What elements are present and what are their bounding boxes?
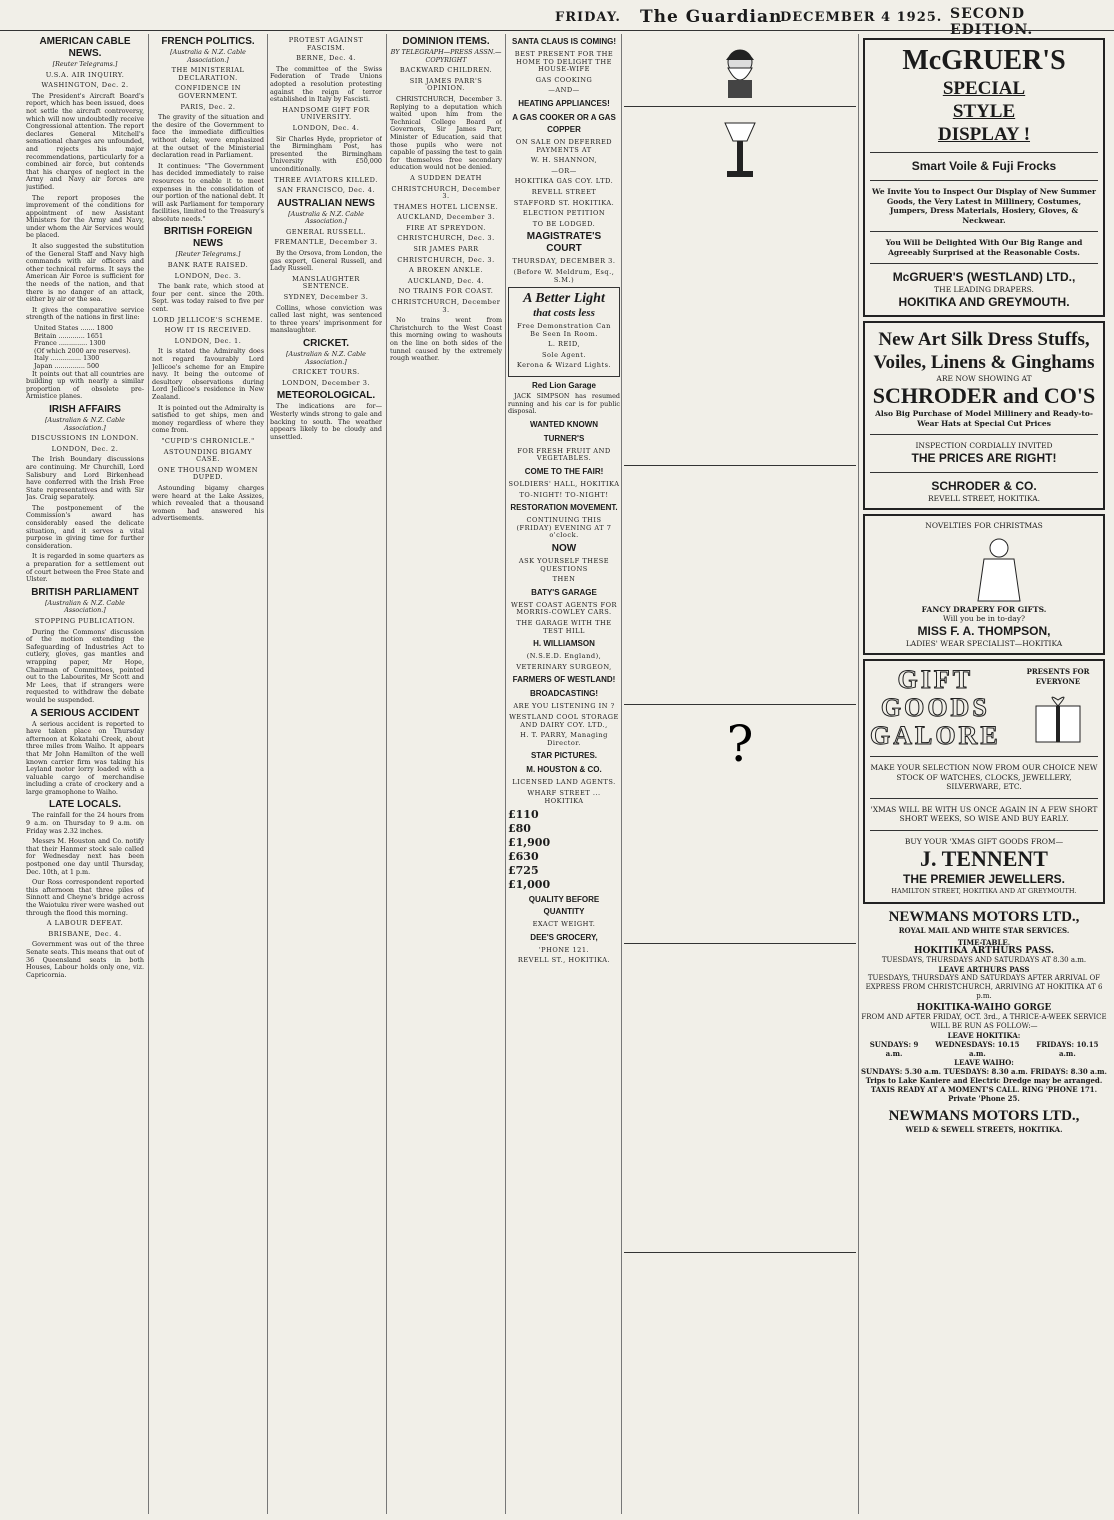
- ad-subtitle: Smart Voile & Fuji Frocks: [911, 159, 1057, 173]
- headline: BRITISH PARLIAMENT: [31, 586, 139, 598]
- schedule-entry: WEDNESDAYS: 10.15 a.m.: [935, 1039, 1020, 1058]
- advert-column: [624, 34, 856, 1516]
- price: £725: [508, 864, 539, 878]
- ad-text: H. T. PARRY, Managing Director.: [520, 731, 608, 747]
- dateline: CHRISTCHURCH, Dec. 3.: [397, 234, 495, 243]
- ad-headline: BROADCASTING!: [530, 689, 598, 699]
- ad-title: McGRUER'S: [902, 45, 1066, 76]
- subheading: SIR JAMES PARR'S OPINION.: [409, 76, 483, 93]
- schedule-entry: FRIDAYS: 8.30 a.m.: [1030, 1066, 1107, 1076]
- route-times: TUESDAYS, THURSDAYS AND SATURDAYS AFTER ARRIVAL OF EXPRESS FROM CHRISTCHURCH, ARRIVING AT HOKITIKA AT 6 p.m.: [865, 973, 1103, 1000]
- subheading: LORD JELLICOE'S SCHEME.: [153, 315, 263, 324]
- ad-headline: STAR PICTURES.: [530, 751, 598, 761]
- ad-company: McGRUER'S (WESTLAND) LTD.,: [892, 270, 1076, 284]
- ad-headline: HEATING APPLIANCES!: [518, 98, 610, 108]
- ad-headline: SANTA CLAUS IS COMING!: [512, 37, 616, 46]
- subheading: ONE THOUSAND WOMEN DUPED.: [157, 465, 259, 482]
- subheading: FIRE AT SPREYDON.: [406, 223, 486, 232]
- ad-text: Sole Agent.: [542, 350, 586, 359]
- ad-headline: FARMERS OF WESTLAND!: [512, 675, 616, 685]
- ad-text: REVELL STREET: [531, 187, 597, 196]
- source-line: [Australian & N.Z. Cable Association.]: [45, 598, 125, 615]
- lamp-ad-space: [624, 107, 856, 466]
- masthead-date: DECEMBER 4 1925.: [780, 10, 943, 25]
- ad-text: INSPECTION CORDIALLY INVITED: [915, 441, 1053, 450]
- subheading: BACKWARD CHILDREN.: [399, 66, 493, 75]
- ad-text: L. REID,: [547, 340, 581, 349]
- subheading: MANSLAUGHTER SENTENCE.: [292, 274, 360, 291]
- dateline: SYDNEY, December 3.: [283, 293, 369, 302]
- subheading: "CUPID'S CHRONICLE.": [161, 436, 255, 445]
- price: £1,000: [508, 878, 551, 892]
- ad-title: GOODS: [880, 693, 990, 722]
- news-column-5: [508, 34, 620, 1516]
- headline: AUSTRALIAN NEWS: [277, 197, 375, 209]
- schedule-entry: FRIDAYS: 10.15 a.m.: [1036, 1039, 1099, 1058]
- ad-text: We Invite You to Inspect Our Display of New Summer Goods, the Very Latest in Millinery, Costumes, Jumpers, Dress Materials, Hosiery, Gloves, & Neckwear.: [872, 187, 1096, 225]
- article-paragraph: The Irish Boundary discussions are continuing. Mr Churchill, Lord Salisbury and Lord Birkenhead have conferred with the Irish Free State representatives and with Sir Jas. Craig separately.: [26, 455, 144, 502]
- subheading: NO TRAINS FOR COAST.: [398, 287, 494, 296]
- schedule-entry: SUNDAYS: 9 a.m.: [869, 1039, 919, 1058]
- subheading: CONFIDENCE IN GOVERNMENT.: [174, 84, 242, 100]
- dateline: AUCKLAND, Dec. 4.: [407, 276, 485, 285]
- subheading: U.S.A. AIR INQUIRY.: [45, 70, 125, 79]
- article-paragraph: The postponement of the Commission's award has considerably eased the delicate situation, and it serves a vital purpose in giving time for further consideration.: [26, 503, 144, 550]
- ad-headline: WANTED KNOWN: [530, 419, 598, 429]
- subheading: ASTOUNDING BIGAMY CASE.: [163, 447, 253, 464]
- ad-text: ASK YOURSELF THESE QUESTIONS: [518, 557, 610, 573]
- subheading: HANDSOME GIFT FOR UNIVERSITY.: [282, 105, 370, 122]
- ad-company: NEWMANS MOTORS LTD.,: [888, 1107, 1080, 1124]
- dateline: LONDON, Dec. 4.: [292, 123, 360, 132]
- headline: FRENCH POLITICS.: [161, 36, 255, 47]
- classified-ads: [624, 705, 856, 944]
- ad-headline: NOW: [551, 543, 577, 554]
- article-paragraph: It gives the comparative service strength of the nations in first line:: [26, 305, 144, 322]
- ad-text: 'XMAS WILL BE WITH US ONCE AGAIN IN A FEW SHORT SHORT WEEKS, SO WISE AND BUY EARLY.: [870, 804, 1098, 823]
- route-title: HOKITIKA-WAIHO GORGE: [916, 1002, 1052, 1013]
- table-row: France .............. 1300: [34, 339, 106, 348]
- column-divider: [505, 34, 506, 1514]
- ad-text: Also Big Purchase of Model Millinery and Ready-to-Wear Hats at Special Cut Prices: [875, 409, 1093, 428]
- ad-company: MISS F. A. THOMPSON,: [917, 623, 1051, 638]
- subheading: STOPPING PUBLICATION.: [34, 617, 136, 625]
- ad-text: THE GARAGE WITH THE TEST HILL: [516, 618, 612, 635]
- article-paragraph: The committee of the Swiss Federation of Trade Unions adopted a resolution protesting against the reign of terror established in Italy by Fascisti.: [270, 64, 382, 104]
- ad-headline: H. WILLIAMSON: [533, 639, 595, 649]
- ad-text: (N.S.E.D. England),: [526, 652, 602, 661]
- headline: AMERICAN CABLE NEWS.: [39, 36, 131, 59]
- classified-ads: [624, 944, 856, 1253]
- ad-text: NOVELTIES FOR CHRISTMAS: [925, 521, 1043, 530]
- article-paragraph: The rainfall for the 24 hours from 9 a.m. on Thursday to 9 a.m. on Friday was 2.32 inches.: [26, 811, 144, 835]
- dateline: THURSDAY, DECEMBER 3.: [512, 257, 616, 266]
- ad-text: LICENSED LAND AGENTS.: [512, 778, 616, 787]
- ad-text: GAS COOKING: [535, 75, 593, 84]
- svg-text:?: ?: [726, 715, 754, 771]
- ad-title: STYLE: [952, 101, 1016, 122]
- article-paragraph: The bank rate, which stood at four per cent. since the 20th. Sept. was today raised to five per cent.: [152, 282, 264, 314]
- newmans-timetable: [861, 908, 1107, 1134]
- ad-text: REVELL ST., HOKITIKA.: [517, 956, 611, 965]
- ad-text: ROYAL MAIL AND WHITE STAR SERVICES.: [898, 925, 1070, 935]
- air-strength-table: [26, 325, 144, 371]
- santa-gas-ad: [624, 34, 856, 107]
- article-paragraph: It is pointed out the Admiralty is satisfied to get ships, men and money regardless of where they come from.: [152, 403, 264, 435]
- ad-text: BEST PRESENT FOR THE HOME TO DELIGHT THE HOUSE-WIFE: [514, 50, 614, 74]
- ad-title: GIFT: [897, 665, 974, 694]
- article-paragraph: It is regarded in some quarters as a preparation for a settlement out of court between the Free State and Ulster.: [26, 552, 144, 584]
- masthead-rule: [0, 30, 1114, 31]
- article-paragraph: It is stated the Admiralty does not regard favourably Lord Jellicoe's scheme for an Empire navy. It being the outcome of desultory observations during Lord Jellicoe's residence in New Zealand.: [152, 347, 264, 401]
- dateline: AUCKLAND, December 3.: [397, 213, 495, 222]
- article-paragraph: The gravity of the situation and the desire of the Government to face the immediate difficulties without delay, were emphasized at the outset of the Ministerial declaration read in Parliament.: [152, 113, 264, 160]
- ad-text: VETERINARY SURGEON,: [516, 662, 612, 671]
- article-paragraph: During the Commons' discussion of the motion extending the Safeguarding of Industries Act to cutlery, gloves, gas mantles and wrapping paper, Mr Hope, Chairman of Committees, pointed out to the Labourites, Mr Scott and Mr Lees, that if strangers were requested to withdraw the debate would be suspended.: [26, 627, 144, 704]
- ad-text: Free Demonstration Can Be Seen In Room.: [517, 322, 611, 338]
- dateline: SAN FRANCISCO, Dec. 4.: [276, 186, 375, 195]
- route-title: LEAVE WAIHO:: [954, 1057, 1014, 1067]
- ad-text: STAFFORD ST. HOKITIKA.: [513, 198, 615, 207]
- subheading: CRICKET TOURS.: [292, 368, 360, 377]
- route-title: LEAVE HOKITIKA:: [947, 1030, 1021, 1040]
- subheading: GENERAL RUSSELL.: [286, 227, 366, 236]
- table-row: (Of which 2000 are reserves).: [34, 346, 131, 355]
- article-paragraph: Collins, whose conviction was called last night, was sentenced to three years' imprisonment for manslaughter.: [270, 303, 382, 335]
- schedule-entry: SUNDAYS: 5.30 a.m.: [861, 1066, 942, 1076]
- masthead-day: FRIDAY.: [555, 10, 621, 25]
- price: £630: [508, 850, 539, 864]
- timetable-title: TIME-TABLE.: [957, 937, 1011, 947]
- schroder-ad: [863, 321, 1105, 511]
- subheading: HOW IT IS RECEIVED.: [164, 326, 252, 335]
- ad-headline: DEE'S GROCERY,: [530, 932, 598, 942]
- column-divider: [858, 34, 859, 1514]
- ad-text: WEST COAST AGENTS FOR MORRIS-COWLEY CARS.: [511, 600, 617, 617]
- masthead-edition: SECOND EDITION.: [950, 6, 1034, 38]
- ad-text: Kerona & Wizard Lights.: [516, 361, 612, 370]
- source-line: [Reuter Telegrams.]: [52, 60, 118, 68]
- mcgruers-ad: [863, 38, 1105, 317]
- ad-title: DISPLAY !: [937, 124, 1031, 145]
- ad-headline: M. HOUSTON & CO.: [526, 765, 602, 775]
- route-title: HOKITIKA ARTHURS PASS.: [913, 945, 1055, 956]
- table-row: Italy ............... 1300: [34, 354, 100, 363]
- article-paragraph: The report proposes the improvement of the conditions for appointment of new Assistant Ministers for the Army and Navy, under whom the Air Services would be placed.: [26, 193, 144, 240]
- property-prices: [508, 808, 620, 892]
- ad-location: HAMILTON STREET, HOKITIKA AND AT GREYMOUTH.: [891, 887, 1077, 895]
- dateline: LONDON, Dec. 2.: [51, 444, 119, 453]
- article-paragraph: Messrs M. Houston and Co. notify that their Hanmer stock sale called for Wednesday next has been postponed one day until Thursday, Dec. 10th, at 1 p.m.: [26, 837, 144, 876]
- headline: CRICKET.: [302, 338, 350, 349]
- news-column-3: [270, 34, 382, 1516]
- headline: DOMINION ITEMS.: [402, 36, 490, 47]
- ad-text: ON SALE ON DEFERRED PAYMENTS AT: [515, 137, 613, 154]
- ad-company: SCHRODER & CO.: [931, 478, 1037, 493]
- source-line: [Australian & N.Z. Cable Association.]: [286, 350, 366, 366]
- article-paragraph: A serious accident is reported to have taken place on Thursday afternoon at Kokatahi Creek, about three miles from Waiho. It appears that Mr John Hamilton of the well known carrier firm was taking his Leyland motor lorry loaded with a valuable cargo of merchandise including a crate of crockery and a large gramophone to Waiho.: [26, 719, 144, 796]
- thompson-ad: [863, 514, 1105, 655]
- display-ads-column: [861, 34, 1107, 1516]
- dateline: BRISBANE, Dec. 4.: [48, 929, 122, 938]
- ad-headline: BATY'S GARAGE: [531, 587, 597, 597]
- route-times: FROM AND AFTER FRIDAY, OCT. 3rd., A THRICE-A-WEEK SERVICE WILL BE RUN AS FOLLOW:—: [861, 1012, 1107, 1030]
- table-row: United States ....... 1800: [34, 324, 113, 332]
- subheading: A BROKEN ANKLE.: [409, 266, 483, 275]
- subheading: THE MINISTERIAL DECLARATION.: [171, 66, 245, 82]
- price: £110: [508, 808, 539, 822]
- ad-headline: RESTORATION MOVEMENT.: [510, 503, 618, 513]
- presents-illustration: [1028, 686, 1088, 746]
- ad-text: Will you be in to-day?: [943, 614, 1025, 623]
- ad-headline: TURNER'S: [543, 433, 585, 443]
- ad-text: You Will be Delighted With Our Big Range and Agreeably Surprised at the Reasonable Costs.: [885, 238, 1083, 257]
- ad-text: THE LEADING DRAPERS.: [934, 285, 1034, 294]
- ad-text: THEN: [552, 575, 576, 584]
- subheading: (Before W. Meldrum, Esq., S.M.): [513, 267, 615, 284]
- column-divider: [621, 34, 622, 1514]
- ad-company: NEWMANS MOTORS LTD.,: [888, 908, 1080, 925]
- dateline: LONDON, Dec. 3.: [174, 271, 242, 280]
- news-column-4: [390, 34, 502, 1516]
- lady-illustration: [944, 533, 1024, 603]
- article-paragraph: By the Orsova, from London, the gas expert, General Russell, and Lady Russell.: [270, 249, 382, 273]
- table-row: Britain ............. 1651: [34, 331, 104, 340]
- headline: A SERIOUS ACCIDENT: [30, 707, 140, 719]
- column-divider: [148, 34, 149, 1514]
- ad-text: SOLDIERS' HALL, HOKITIKA: [508, 480, 620, 489]
- headline: METEOROLOGICAL.: [276, 390, 376, 402]
- tennent-ad: [863, 659, 1105, 904]
- source-line: [Australia & N.Z. Cable Association.]: [170, 48, 246, 64]
- column-divider: [267, 34, 268, 1514]
- ad-title: SCHRODER and CO'S: [872, 383, 1096, 408]
- ad-subtitle: THE PREMIER JEWELLERS.: [902, 872, 1066, 886]
- ad-title: New Art Silk Dress Stuffs, Voiles, Linens & Ginghams: [873, 328, 1095, 373]
- ad-headline: that costs less: [533, 307, 595, 320]
- ad-text: —AND—: [548, 86, 580, 95]
- source-line: BY TELEGRAPH—PRESS ASSN.—COPYRIGHT: [390, 48, 502, 64]
- ad-location: REVELL STREET, HOKITIKA.: [927, 493, 1041, 503]
- news-column-1: [26, 34, 144, 1516]
- ad-text: WESTLAND COOL STORAGE AND DAIRY COY. LTD.,: [509, 712, 619, 729]
- dateline: CHRISTCHURCH, Dec. 3.: [397, 255, 495, 264]
- article-paragraph: The President's Aircraft Board's report, which has been issued, does not settle the aircraft controversy, which will now undoubtedly receive Congressional attention. The report declares General Mitchell's sensational charges are unfounded, and rejects his major recommendations, particularly for a combined air force, but contends that his charges of neglect in the Army and Navy air forces are justified.: [26, 91, 144, 191]
- ad-title: SPECIAL: [942, 78, 1026, 99]
- subheading: A LABOUR DEFEAT.: [46, 919, 124, 928]
- ad-text: EXACT WEIGHT.: [532, 920, 596, 929]
- article-paragraph: Our Ross correspondent reported this afternoon that three piles of Sinnott and Cheyne's bridge across the Waiotuku river were washed out through the flood this morning.: [26, 878, 144, 917]
- article-paragraph: Astounding bigamy charges were heard at the Lake Assizes, which revealed that a thousand women had answered his advertisements.: [152, 483, 264, 523]
- headline: MAGISTRATE'S COURT: [526, 231, 602, 255]
- subheading: PROTEST AGAINST FASCISM.: [288, 36, 364, 52]
- ad-text: ARE YOU LISTENING IN ?: [513, 702, 615, 711]
- ad-text: HOKITIKA GAS COY. LTD.: [514, 177, 614, 186]
- headline: LATE LOCALS.: [48, 799, 122, 811]
- ad-text: ARE NOW SHOWING AT: [936, 373, 1032, 383]
- ad-text: 'PHONE 121.: [538, 945, 590, 954]
- ad-text: JACK SIMPSON has resumed running and his car is for public disposal.: [508, 392, 620, 416]
- table-row: Japan ............... 500: [34, 361, 100, 370]
- masthead: [0, 0, 1114, 38]
- dateline: WASHINGTON, Dec. 2.: [41, 81, 129, 90]
- article-paragraph: CHRISTCHURCH, December 3. Replying to a deputation which waited upon him from the Technical College Board of Governors, Sir James Parr, Minister of Education, said that those pupils who were not capable of passing the test to gain for themselves free secondary education would not be denied.: [390, 94, 502, 172]
- subheading: BANK RATE RAISED.: [167, 261, 249, 270]
- article-paragraph: It points out that all countries are building up with nearly a similar proportion of obsolete pre-Armistice planes.: [26, 369, 144, 401]
- source-line: [Reuter Telegrams.]: [175, 250, 241, 259]
- ad-text: Trips to Lake Kaniere and Electric Dredge may be arranged. TAXIS READY AT A MOMENT'S CALL. RING 'PHONE 171. Private 'Phone 25.: [865, 1075, 1103, 1103]
- ad-text: FANCY DRAPERY FOR GIFTS.: [921, 604, 1047, 614]
- ad-text: TO-NIGHT! TO-NIGHT!: [519, 490, 609, 499]
- classified-ads: [624, 466, 856, 705]
- dateline: FREMANTLE, December 3.: [274, 238, 378, 247]
- ad-text: WHARF STREET ... HOKITIKA: [527, 788, 601, 805]
- subheading: THREE AVIATORS KILLED.: [274, 175, 378, 184]
- column-divider: [386, 34, 387, 1514]
- price: £1,900: [508, 836, 551, 850]
- question-mark-icon: [710, 711, 770, 771]
- ad-text: —OR—: [551, 166, 577, 175]
- subheading: A SUDDEN DEATH: [410, 173, 482, 182]
- ad-text: FOR FRESH FRUIT AND VEGETABLES.: [517, 446, 611, 463]
- dateline: LONDON, December 3.: [282, 378, 370, 387]
- dateline: BERNE, Dec. 4.: [296, 54, 356, 63]
- headline: IRISH AFFAIRS: [49, 403, 121, 415]
- article-paragraph: Sir Charles Hyde, proprietor of the Birmingham Post, has presented the Birmingham University with £50,000 unconditionally.: [270, 134, 382, 173]
- ad-location: HOKITIKA AND GREYMOUTH.: [898, 294, 1070, 309]
- ad-text: CONTINUING THIS (FRIDAY) EVENING AT 7 o'clock.: [516, 516, 612, 540]
- lamp-ad: [508, 287, 620, 377]
- route-title: LEAVE ARTHURS PASS: [938, 964, 1030, 974]
- article-paragraph: No trains went from Christchurch to the West Coast this morning owing to washouts on the line on both sides of the tunnel caused by the extremely rough weather.: [390, 316, 502, 363]
- subheading: TO BE LODGED.: [532, 219, 596, 228]
- article-paragraph: The indications are for—Westerly winds strong to gale and backing to south. The weather appears likely to be cloudy and unsettled.: [270, 402, 382, 441]
- ad-headline: QUALITY BEFORE QUANTITY: [528, 895, 600, 917]
- ad-location: WELD & SEWELL STREETS, HOKITIKA.: [905, 1124, 1063, 1134]
- route-times: TUESDAYS, THURSDAYS AND SATURDAYS AT 8.30 a.m.: [881, 955, 1087, 964]
- subheading: THAMES HOTEL LICENSE.: [393, 202, 499, 211]
- santa-illustration: [710, 40, 770, 100]
- subheading: DISCUSSIONS IN LONDON.: [31, 434, 139, 443]
- ad-text: BUY YOUR 'XMAS GIFT GOODS FROM—: [904, 836, 1064, 846]
- article-paragraph: It also suggested the substitution of the General Staff and Navy high commands with air officers and other technical reforms. It says the American Air Force is sufficient for the needs of the nation, and that there is no danger of an attack, either by air or the sea.: [26, 242, 144, 304]
- article-paragraph: It continues: "The Government has decided immediately to raise resources to enable it to meet expenses in the consolidation of our portion of the national debt. It will ask Parliament for temporary facilities, limited to the Treasury's absolute needs.": [152, 161, 264, 223]
- headline: BRITISH FOREIGN NEWS: [163, 226, 253, 250]
- ad-headline: A GAS COOKER OR A GAS COPPER: [512, 112, 616, 134]
- subheading: ELECTION PETITION: [522, 209, 606, 218]
- schedule-entry: TUESDAYS: 8.30 a.m.: [943, 1066, 1028, 1076]
- source-line: [Australian & N.Z. Cable Association.]: [45, 415, 125, 432]
- ad-text: LADIES' WEAR SPECIALIST—HOKITIKA: [905, 638, 1063, 648]
- news-column-2: [152, 34, 264, 1516]
- ad-company: J. TENNENT: [920, 846, 1048, 871]
- ad-subtitle: THE PRICES ARE RIGHT!: [911, 450, 1057, 465]
- ad-text: PRESENTS FOR EVERYONE: [1026, 667, 1090, 686]
- ad-text: W. H. SHANNON,: [530, 156, 598, 165]
- dateline: LONDON, Dec. 1.: [174, 336, 242, 345]
- article-paragraph: Government was out of the three Senate seats. This means that out of 36 Queensland seats in both Houses, Labour holds only one, viz. Capricornia.: [26, 940, 144, 979]
- ad-headline: A Better Light: [523, 291, 605, 307]
- dateline: CHRISTCHURCH, December 3.: [391, 184, 501, 201]
- ad-text: MAKE YOUR SELECTION NOW FROM OUR CHOICE NEW STOCK OF WATCHES, CLOCKS, JEWELLERY, SILVERWARE, ETC.: [870, 763, 1098, 791]
- subheading: SIR JAMES PARR: [413, 245, 479, 254]
- masthead-title: The Guardian: [640, 7, 783, 27]
- ad-headline: Red Lion Garage: [531, 381, 596, 391]
- lamp-icon: [715, 113, 765, 183]
- price: £80: [508, 822, 531, 836]
- ad-title: GALORE: [870, 721, 1001, 750]
- source-line: [Australia & N.Z. Cable Association.]: [288, 209, 364, 226]
- dateline: PARIS, Dec. 2.: [180, 102, 236, 111]
- dateline: CHRISTCHURCH, December 3.: [391, 298, 501, 314]
- ad-headline: COME TO THE FAIR!: [524, 467, 604, 477]
